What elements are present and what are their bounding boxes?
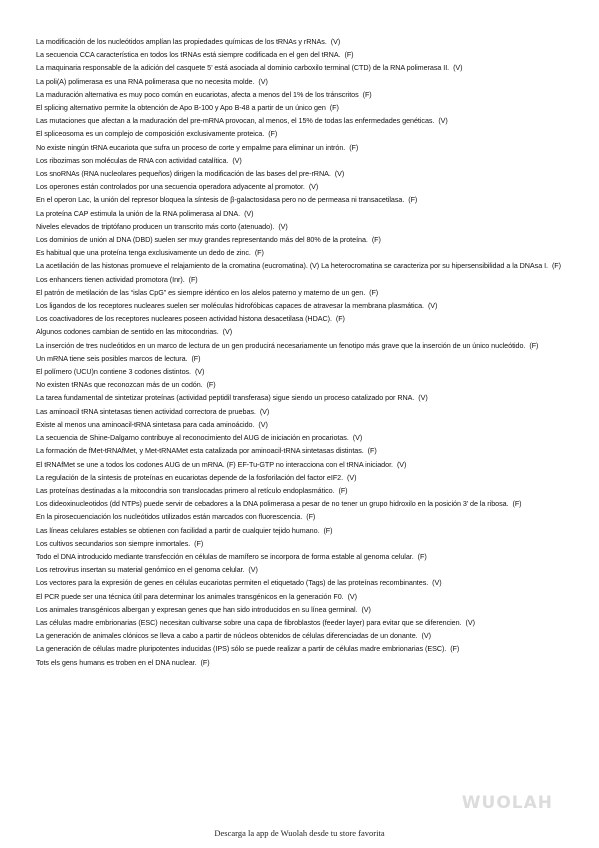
answer-label: (V) — [347, 472, 357, 482]
statement-item — [36, 629, 564, 642]
answer-label: (F) — [335, 314, 345, 324]
answer-label: (F) — [338, 485, 348, 495]
answer-label: (F) — [408, 195, 418, 205]
statement-item — [36, 378, 564, 391]
statement-item — [36, 101, 564, 114]
statement-item — [36, 418, 564, 431]
statement-text: La maduración alternativa es muy poco común en eucariotas, afecta a menos del 1% de los tránscritos — [36, 89, 359, 99]
statement-text: La secuencia de Shine-Dalgarno contribuye al reconocimiento del AUG de iniciación en procariotas. — [36, 433, 349, 443]
statement-item — [36, 259, 564, 272]
answer-label: (F) — [512, 499, 522, 509]
statement-item — [36, 616, 564, 629]
statement-item — [36, 114, 564, 127]
answer-label: (F) — [254, 248, 264, 258]
statement-text: Las proteínas destinadas a la mitocondria son translocadas primero al retículo endoplasmático. — [36, 485, 335, 495]
statement-item — [36, 524, 564, 537]
statement-text: Los cultivos secundarios son siempre inmortales. — [36, 538, 191, 548]
answer-label: (V) — [432, 578, 442, 588]
statement-text: La secuencia CCA característica en todos los tRNAs está siempre codificada en el gen del tRNA. — [36, 50, 341, 60]
statement-text: Las líneas celulares estables se obtienen con facilidad a partir de cualquier tejido humano. — [36, 525, 320, 535]
statement-item — [36, 590, 564, 603]
statement-item — [36, 325, 564, 338]
answer-label: (V) — [330, 37, 341, 46]
statement-text: La poli(A) polimerasa es una RNA polimerasa que no necesita molde. — [36, 76, 255, 86]
statement-item — [36, 220, 564, 233]
statement-text: La regulación de la síntesis de proteínas en eucariotas depende de la fosforilación del factor eIF2. — [36, 472, 344, 482]
statement-item — [36, 458, 564, 471]
statement-text: La formación de fMet-tRNAfMet, y Met-tRNAMet esta catalizada por aminoacil-tRNA sintetasas distintas. — [36, 446, 364, 456]
statement-item — [36, 484, 564, 497]
statement-text: Las células madre embrionarias (ESC) necesitan cultivarse sobre una capa de fibroblastos (feeder layer) para evitar que se diferencien. — [36, 617, 462, 627]
answer-label: (V) — [222, 327, 233, 337]
answer-label: (V) — [465, 617, 475, 627]
answer-label: (V) — [258, 419, 268, 429]
answer-label: (F) — [417, 551, 427, 561]
answer-label: (V) — [259, 406, 270, 416]
statement-text: La inserción de tres nucleótidos en un marco de lectura de un gen producirá necesariamente un fenotipo más grave que la inserción de un único nucleótido. — [36, 340, 526, 350]
statement-text: Los dominios de unión al DNA (DBD) suelen ser muy grandes representando más del 80% de la proteína. — [36, 235, 368, 245]
answer-label: (F) — [369, 287, 379, 297]
statement-item — [36, 127, 564, 140]
answer-label: (F) — [362, 89, 372, 99]
statement-text: La tarea fundamental de sintetizar proteínas (actividad peptidil transferasa) sigue siendo un proceso catalizado por RNA. — [36, 393, 415, 403]
statement-item — [36, 563, 564, 576]
statement-text: Niveles elevados de triptófano producen un transcrito más corto (atenuado). — [36, 221, 275, 231]
statement-text: Las aminoacil tRNA sintetasas tienen actividad correctora de pruebas. — [36, 406, 256, 416]
statement-text: Los ligandos de los receptores nucleares suelen ser moléculas hidrofóbicas capaces de atravesar la membrana plasmática. — [36, 301, 424, 311]
answer-label: (V) — [334, 169, 345, 179]
statement-text: Los ribozimas son moléculas de RNA con actividad catalítica. — [36, 155, 229, 165]
statement-item — [36, 642, 564, 655]
statement-item — [36, 365, 564, 378]
answer-label: (F) — [529, 340, 539, 350]
statement-item — [36, 352, 564, 365]
statement-text: Es habitual que una proteína tenga exclusivamente un dedo de zinc. — [36, 248, 251, 258]
answer-label: (V) — [232, 155, 242, 165]
answer-label: (V) — [438, 116, 448, 126]
statement-item — [36, 510, 564, 523]
statement-text: Los retrovirus insertan su material genómico en el genoma celular. — [36, 565, 245, 575]
answer-label: (F) — [450, 644, 460, 654]
statement-text: La generación de células madre pluripotentes inducidas (IPS) sólo se puede realizar a partir de células madre embrionarias (ESC). — [36, 644, 447, 654]
answer-label: (F) — [206, 380, 216, 390]
answer-label: (V) — [427, 301, 438, 311]
statement-text: El patrón de metilación de las “islas CpG” es siempre idéntico en los alelos paterno y materno de un gen. — [36, 287, 366, 297]
answer-label: (V) — [194, 367, 205, 377]
statement-item — [36, 405, 564, 418]
statement-item — [36, 497, 564, 510]
statement-text: Los dideoxinucleotidos (dd NTPs) puede servir de cebadores a la DNA polimerasa a pesar de no tener un grupo hidroxilo en la posición 3’ de la ribosa. — [36, 499, 509, 509]
answer-label: (V) — [421, 631, 431, 641]
statement-item — [36, 312, 564, 325]
statement-item — [36, 35, 564, 48]
statement-item — [36, 167, 564, 180]
statement-item — [36, 141, 564, 154]
statement-item — [36, 576, 564, 589]
statement-text: Los snoRNAs (RNA nucleolares pequeños) dirigen la modificación de las bases del pre-rRNA. — [36, 169, 331, 179]
statement-text: Todo el DNA introducido mediante transfección en células de mamífero se incorpora de forma estable al genoma celular. — [36, 551, 414, 561]
answer-label: (F) — [306, 512, 316, 522]
statement-item — [36, 233, 564, 246]
statement-text: La modificación de los nucleótidos amplían las propiedades químicas de los tRNAs y rRNAs. — [36, 37, 327, 46]
statement-item — [36, 48, 564, 61]
statement-item — [36, 207, 564, 220]
statement-text: Los animales transgénicos albergan y expresan genes que han sido introducidos en su línea germinal. — [36, 604, 358, 614]
statement-item — [36, 246, 564, 259]
statement-text: No existe ningún tRNA eucariota que sufra un proceso de corte y empalme para eliminar un intrón. — [36, 142, 346, 152]
statement-text: No existen tRNAs que reconozcan más de un codón. — [36, 380, 203, 390]
answer-label: (F) — [194, 538, 204, 548]
statement-text: En el operon Lac, la unión del represor bloquea la síntesis de β-galactosidasa pero no de permeasa ni transacetilasa. — [36, 195, 405, 205]
answer-label: (F) — [349, 142, 359, 152]
statement-item — [36, 193, 564, 206]
answer-label: (V) — [244, 208, 254, 218]
statement-item — [36, 273, 564, 286]
statement-text: El PCR puede ser una técnica útil para determinar los animales transgénicos en la generación F0. — [36, 591, 344, 601]
answer-label: (V) — [308, 182, 319, 192]
answer-label: (F) — [329, 103, 339, 113]
answer-label: (V) — [347, 591, 358, 601]
statement-text: Los coactivadores de los receptores nucleares poseen actividad histona desacetilasa (HDAC). — [36, 314, 332, 324]
answer-label: (V) — [248, 565, 258, 575]
statement-text: La proteína CAP estimula la unión de la RNA polimerasa al DNA. — [36, 208, 241, 218]
statement-item — [36, 471, 564, 484]
statement-item — [36, 444, 564, 457]
statement-text: Tots els gens humans es troben en el DNA nuclear. — [36, 657, 197, 667]
statement-item — [36, 656, 564, 669]
statement-text: Los operones están controlados por una secuencia operadora adyacente al promotor. — [36, 182, 305, 192]
statement-item — [36, 299, 564, 312]
wuolah-watermark: WUOLAH — [461, 793, 553, 813]
answer-label: (F) — [200, 657, 210, 667]
answer-label: (F) — [191, 353, 201, 363]
statement-text: Algunos codones cambian de sentido en las mitocondrias. — [36, 327, 219, 337]
answer-label: (V) — [352, 433, 363, 443]
statement-text: El polímero (UCU)n contiene 3 codones distintos. — [36, 367, 192, 377]
answer-label: (V) — [453, 63, 463, 73]
answer-label: (V) — [361, 604, 371, 614]
answer-label: (F) — [188, 274, 198, 284]
statement-list — [36, 35, 564, 669]
statement-item — [36, 61, 564, 74]
statement-item — [36, 537, 564, 550]
statement-text: Los vectores para la expresión de genes en células eucariotas permiten el etiquetado (Tags) de las proteínas recombinantes. — [36, 578, 429, 588]
answer-label: (F) — [367, 446, 377, 456]
statement-item — [36, 75, 564, 88]
answer-label: (V) — [258, 76, 268, 86]
statement-text: La generación de animales clónicos se lleva a cabo a partir de núcleos obtenidos de células diferenciadas de un donante. — [36, 631, 418, 641]
statement-text: El spliceosoma es un complejo de composición exclusivamente proteica. — [36, 129, 265, 139]
statement-text: Existe al menos una aminoacil-tRNA sintetasa para cada aminoácido. — [36, 419, 255, 429]
answer-label: (V) — [278, 221, 288, 231]
statement-text: Los enhancers tienen actividad promotora (Inr). — [36, 274, 185, 284]
statement-item — [36, 603, 564, 616]
answer-label: (F) — [551, 261, 561, 271]
statement-text: La maquinaria responsable de la adición del casquete 5’ está asociada al dominio carboxilo terminal (CTD) de la RNA polimerasa II. — [36, 63, 450, 73]
statement-text: La acetilación de las histonas promueve el relajamiento de la cromatina (eucromatina). (V) La heterocromatina se caracteriza por su hipersensibilidad a la DNAsa I. — [36, 261, 549, 271]
statement-text: El splicing alternativo permite la obtención de Apo B-100 y Apo B-48 a partir de un único gen — [36, 103, 326, 113]
statement-text: En la pirosecuenciación los nucleótidos utilizados están marcados con fluorescencia. — [36, 512, 303, 522]
answer-label: (F) — [323, 525, 333, 535]
statement-item — [36, 88, 564, 101]
statement-item — [36, 180, 564, 193]
answer-label: (F) — [371, 235, 381, 245]
footer-text: Descarga la app de Wuolah desde tu store favorita — [214, 828, 385, 838]
statement-item — [36, 286, 564, 299]
answer-label: (F) — [344, 50, 354, 60]
statement-item — [36, 550, 564, 563]
answer-label: (F) — [268, 129, 278, 139]
statement-text: El tRNAfMet se une a todos los codones AUG de un mRNA. (F) EF-Tu-GTP no interacciona con el tRNA iniciador. — [36, 459, 393, 469]
answer-label: (V) — [418, 393, 428, 403]
statement-item — [36, 431, 564, 444]
statement-text: Un mRNA tiene seis posibles marcos de lectura. — [36, 353, 188, 363]
statement-item — [36, 391, 564, 404]
statement-item — [36, 339, 564, 352]
answer-label: (V) — [396, 459, 407, 469]
statement-text: Las mutaciones que afectan a la maduración del pre-mRNA provocan, al menos, el 15% de todas las enfermedades genéticas. — [36, 116, 435, 126]
statement-item — [36, 154, 564, 167]
